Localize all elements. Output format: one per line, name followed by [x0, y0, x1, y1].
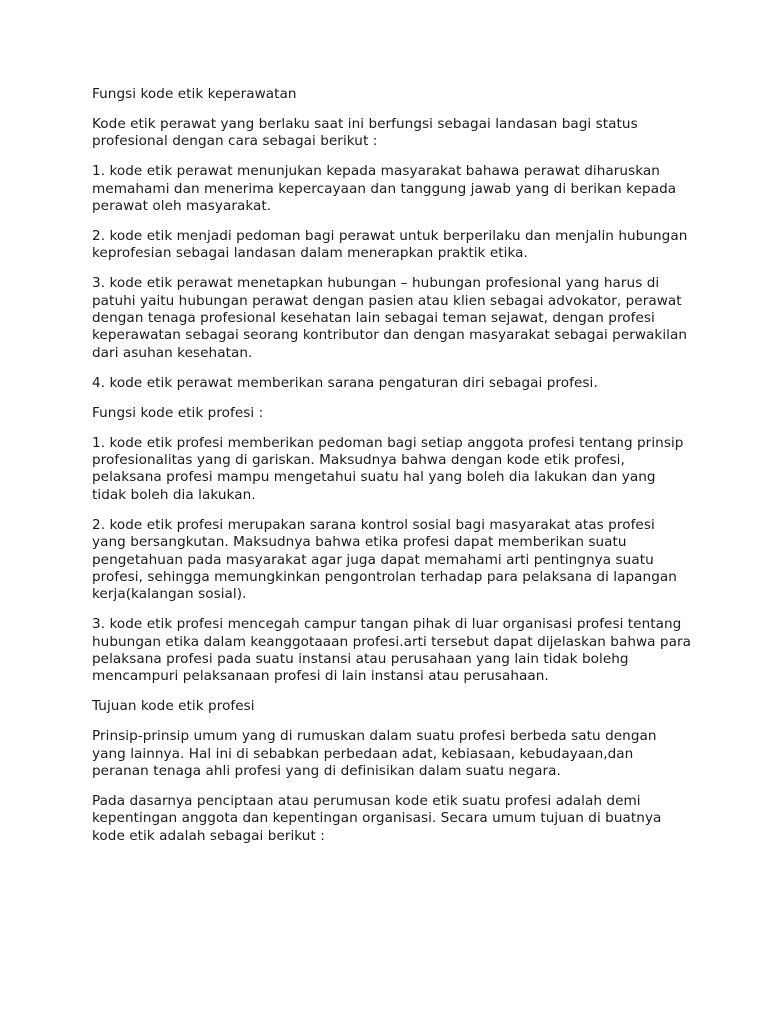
paragraph-intro: Kode etik perawat yang berlaku saat ini berfungsi sebagai landasan bagi status profesional dengan cara sebagai berikut :: [92, 115, 638, 150]
list-item-profesi-2: 2. kode etik profesi merupakan sarana kontrol sosial bagi masyarakat atas profesi yang bersangkutan. Maksudnya bahwa etika profesi dapat memberikan suatu pengetahuan pada masyarakat agar juga dapat memahami arti pentingnya suatu profesi, sehingga memungkinkan pengontrolan terhadap para pelaksana di lapangan kerja(kalangan sosial).: [92, 516, 677, 603]
heading-tujuan-kode-etik-profesi: Tujuan kode etik profesi: [92, 698, 255, 715]
document-body: [92, 86, 692, 858]
list-item-keperawatan-4: 4. kode etik perawat memberikan sarana pengaturan diri sebagai profesi.: [92, 374, 598, 391]
paragraph-pada-dasarnya: Pada dasarnya penciptaan atau perumusan kode etik suatu profesi adalah demi kepentingan anggota dan kepentingan organisasi. Secara umum tujuan di buatnya kode etik adalah sebagai berikut :: [92, 793, 662, 844]
list-item-keperawatan-2: 2. kode etik menjadi pedoman bagi perawat untuk berperilaku dan menjalin hubungan keprofesian sebagai landasan dalam menerapkan praktik etika.: [92, 227, 688, 262]
list-item-profesi-1: 1. kode etik profesi memberikan pedoman bagi setiap anggota profesi tentang prinsip profesionalitas yang di gariskan. Maksudnya bahwa dengan kode etik profesi, pelaksana profesi mampu mengetahui suatu hal yang boleh dia lakukan dan yang tidak boleh dia lakukan.: [92, 434, 684, 503]
paragraph-prinsip-umum: Prinsip-prinsip umum yang di rumuskan dalam suatu profesi berbeda satu dengan yang lainnya. Hal ini di sebabkan perbedaan adat, kebiasaan, kebudayaan,dan peranan tenaga ahli profesi yang di definisikan dalam suatu negara.: [92, 728, 657, 780]
list-item-keperawatan-1: 1. kode etik perawat menunjukan kepada masyarakat bahawa perawat diharuskan memahami dan menerima kepercayaan dan tanggung jawab yang di berikan kepada perawat oleh masyarakat.: [92, 163, 677, 215]
heading-fungsi-kode-etik-keperawatan: Fungsi kode etik keperawatan: [92, 86, 297, 102]
list-item-keperawatan-3: 3. kode etik perawat menetapkan hubungan – hubungan profesional yang harus di patuhi yaitu hubungan perawat dengan pasien atau klien sebagai advokator, perawat dengan tenaga profesional kesehatan lain sebagai teman sejawat, dengan profesi keperawatan sebagai seorang kontributor dan dengan masyarakat sebagai perwakilan dari asuhan kesehatan.: [92, 275, 688, 361]
heading-fungsi-kode-etik-profesi: Fungsi kode etik profesi :: [92, 404, 264, 421]
list-item-profesi-3: 3. kode etik profesi mencegah campur tangan pihak di luar organisasi profesi tentang hubungan etika dalam keanggotaaan profesi.arti tersebut dapat dijelaskan bahwa para pelaksana profesi pada suatu instansi atau perusahaan yang lain tidak bolehg mencampuri pelaksanaan profesi di lain instansi atau perusahaan.: [92, 616, 692, 685]
